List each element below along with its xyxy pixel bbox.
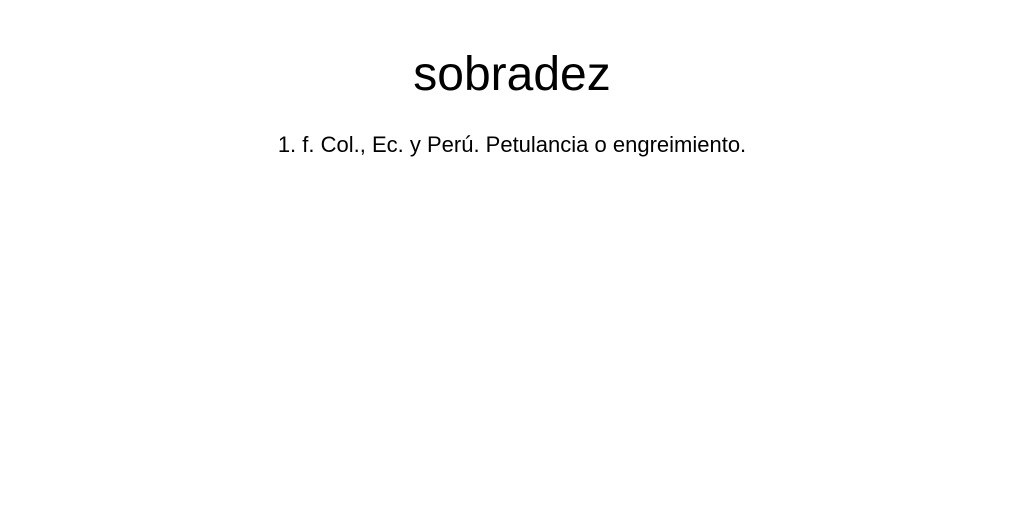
headword: sobradez [413,48,611,101]
definition-list [0,131,1024,159]
definition-item: 1. f. Col., Ec. y Perú. Petulancia o engreimiento. [277,132,747,157]
